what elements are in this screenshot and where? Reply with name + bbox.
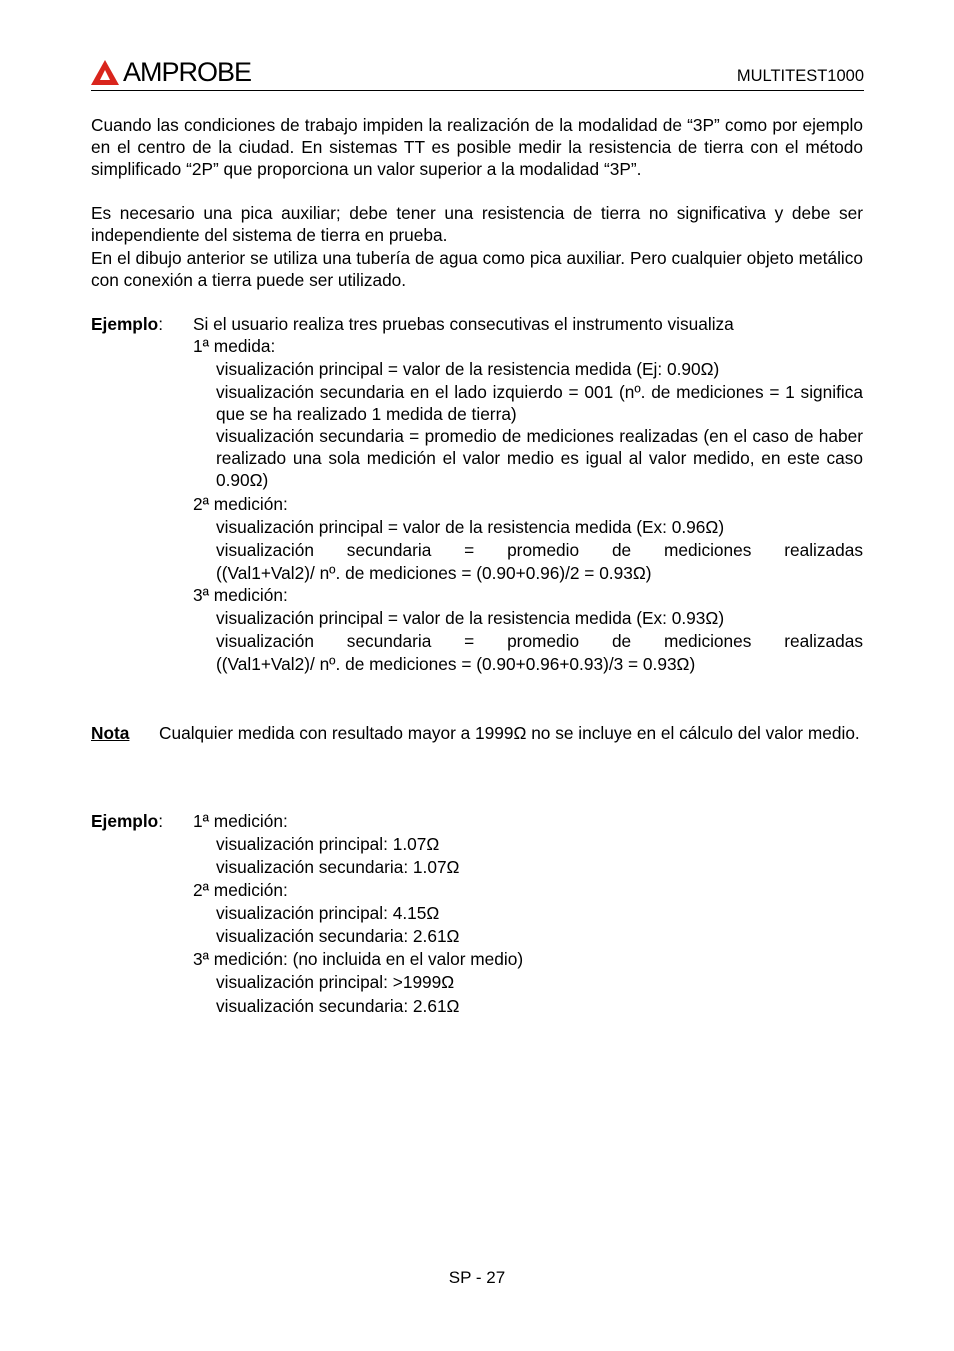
page-header (91, 55, 864, 91)
example-2-measurement-2-title: 2ª medición: (193, 880, 288, 900)
measurement-2-secondary: visualización secundaria = promedio de mediciones realizadas (216, 540, 863, 560)
measurement-3-title: 3ª medición: (193, 585, 288, 605)
brand-logo (91, 57, 251, 87)
example-2-measurement-3-secondary: visualización secundaria: 2.61Ω (216, 996, 460, 1016)
example-2-measurement-1-main: visualización principal: 1.07Ω (216, 834, 440, 854)
example-lead: Si el usuario realiza tres pruebas consecutivas el instrumento visualiza (193, 314, 734, 334)
brand-name: AMPROBE (123, 57, 252, 87)
intro-paragraph-3: En el dibujo anterior se utiliza una tubería de agua como pica auxiliar. Pero cualquier objeto metálico con conexión a tierra puede ser utilizado. (91, 248, 863, 290)
measurement-1-title: 1ª medida: (193, 336, 276, 356)
measurement-2-title: 2ª medición: (193, 494, 288, 514)
example-2-measurement-1-title: 1ª medición: (193, 811, 288, 831)
measurement-2-main: visualización principal = valor de la resistencia medida (Ex: 0.96Ω) (216, 517, 725, 537)
intro-paragraph-1: Cuando las condiciones de trabajo impiden la realización de la modalidad de “3P” como por ejemplo en el centro de la ciudad. En sistemas TT es posible medir la resistencia de tierra con el método simplificado “2P” que proporciona un valor superior a la modalidad “3P”. (91, 115, 863, 179)
measurement-1-main: visualización principal = valor de la resistencia medida (Ej: 0.90Ω) (216, 359, 720, 379)
example-2-label: Ejemplo: (91, 811, 164, 831)
example-2-measurement-2-main: visualización principal: 4.15Ω (216, 903, 440, 923)
measurement-1-secondary: visualización secundaria = promedio de mediciones realizadas (en el caso de haber realizado una sola medición el valor medio es igual al valor medido, en este caso 0.90Ω) (216, 426, 863, 490)
measurement-3-secondary: visualización secundaria = promedio de mediciones realizadas (216, 631, 863, 651)
example-2-measurement-1-secondary: visualización secundaria: 1.07Ω (216, 857, 460, 877)
page-number: SP - 27 (448, 1268, 506, 1287)
measurement-2-formula: ((Val1+Val2)/ nº. de mediciones = (0.90+0.96)/2 = 0.93Ω) (216, 563, 652, 583)
example-2-measurement-2-secondary: visualización secundaria: 2.61Ω (216, 926, 460, 946)
note-label: Nota (91, 723, 130, 743)
example-2-measurement-3-main: visualización principal: >1999Ω (216, 972, 455, 992)
example-2-measurement-3-title: 3ª medición: (no incluida en el valor medio) (193, 949, 524, 969)
measurement-1-secondary-left: visualización secundaria en el lado izquierdo = 001 (nº. de mediciones = 1 significa que se ha realizado 1 medida de tierra) (216, 382, 863, 424)
note-text: Cualquier medida con resultado mayor a 1999Ω no se incluye en el cálculo del valor medio. (159, 723, 860, 743)
warning-triangle-icon (91, 60, 119, 85)
measurement-3-main: visualización principal = valor de la resistencia medida (Ex: 0.93Ω) (216, 608, 725, 628)
intro-paragraph-2: Es necesario una pica auxiliar; debe tener una resistencia de tierra no significativa y debe ser independiente del sistema de tierra en prueba. (91, 203, 863, 245)
model-name: MULTITEST1000 (736, 67, 864, 85)
measurement-3-formula: ((Val1+Val2)/ nº. de mediciones = (0.90+0.96+0.93)/3 = 0.93Ω) (216, 654, 696, 674)
example-label: Ejemplo: (91, 314, 164, 334)
